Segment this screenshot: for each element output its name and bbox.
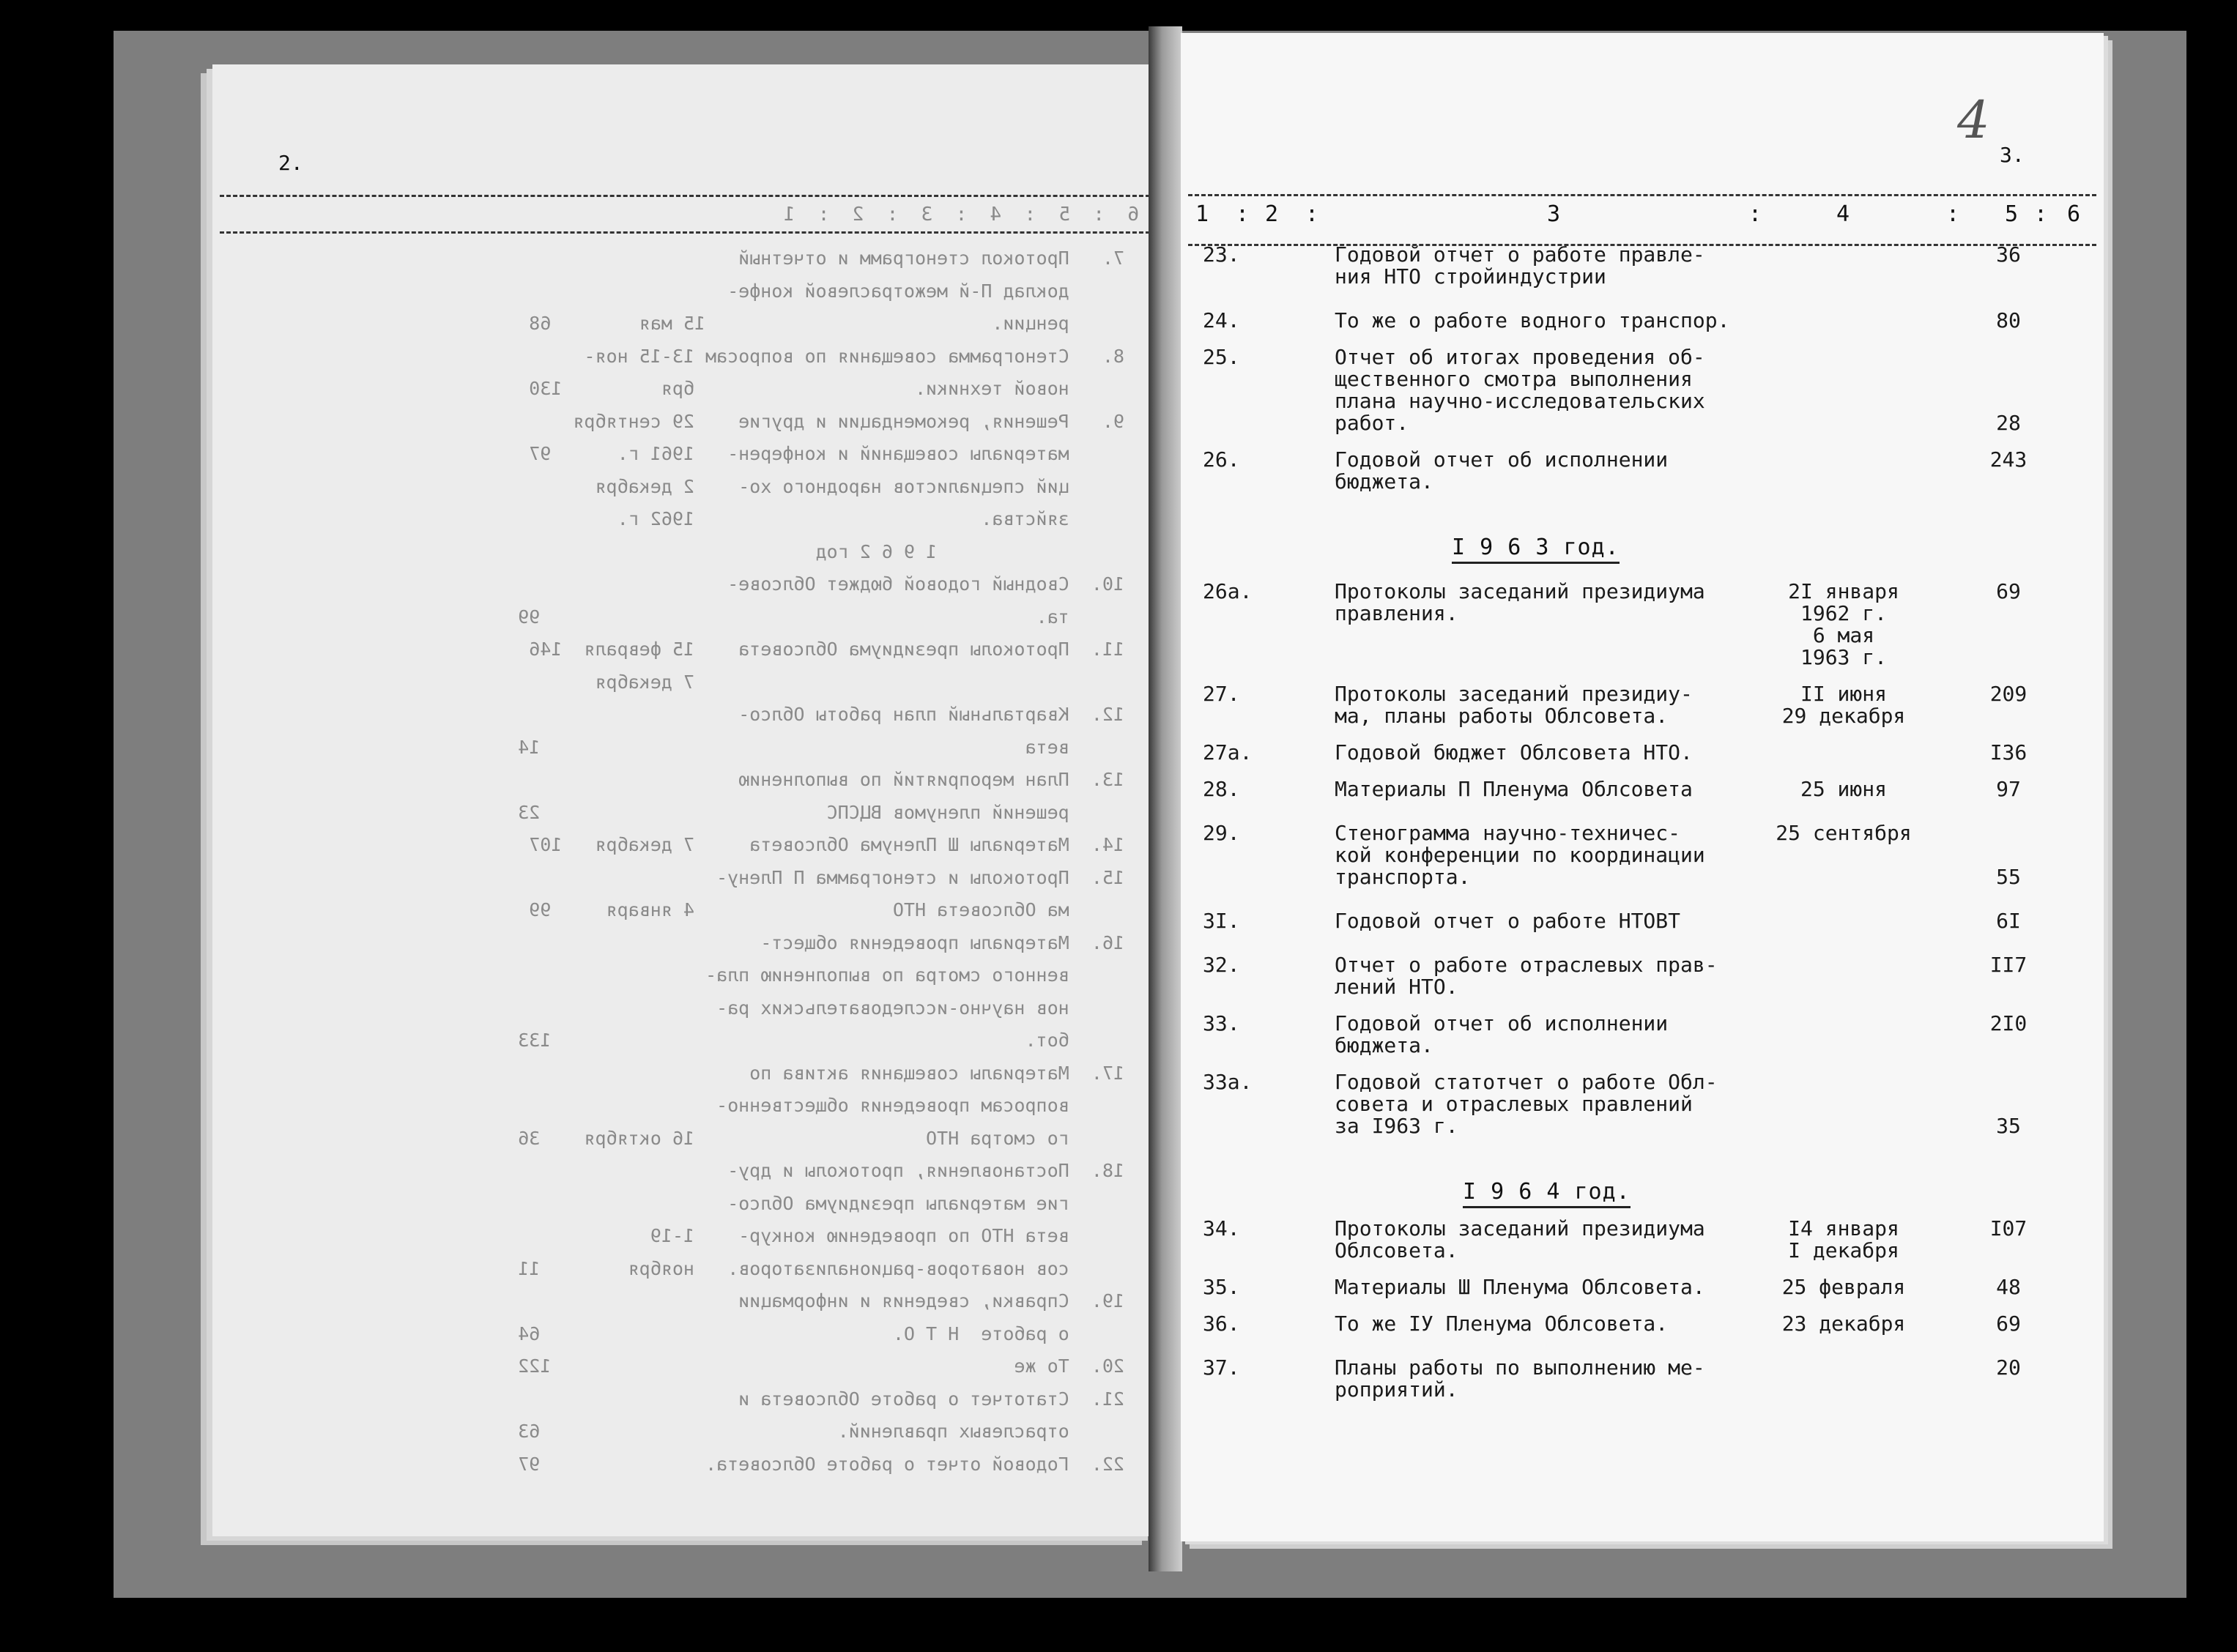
left-text-line: 18. Постановления, протоколы и дру-: [727, 1160, 1124, 1181]
entry-title: То же IУ Пленума Облсовета.: [1335, 1311, 1669, 1336]
left-text-line: 8. Стенограмма совещания по вопросам 13-15 ноя-: [584, 345, 1124, 367]
left-text-line: новой техники. бря 130: [529, 378, 1124, 399]
left-text-line: нов научно-исследовательских ра-: [716, 997, 1124, 1019]
entry-title: Отчет о работе отраслевых прав- лений НТО.: [1335, 953, 1718, 999]
left-text-line: 7. Протокол стенограмм и отчетный: [738, 248, 1124, 269]
left-text-line: 13. План мероприятий по выполнению: [738, 769, 1124, 790]
entry-sheet-count: 6I: [1996, 909, 2021, 933]
entry-number: 24.: [1203, 308, 1240, 332]
entry-number: 37.: [1203, 1355, 1240, 1380]
entry-sheet-count: 97: [1996, 777, 2021, 801]
right-header-rule-top: [1188, 194, 2096, 196]
left-text-line: 1 9 6 2 год: [815, 540, 1124, 562]
left-column-header: 6 : 5 : 4 : 3 : 2 : 1: [783, 204, 1139, 226]
left-text-line: гие материалы президиума Облсо-: [727, 1192, 1124, 1214]
entry-date: 23 декабря: [1781, 1311, 1906, 1336]
entry-sheet-count: 36: [1996, 242, 2021, 267]
entry-title: Годовой отчет о работе НТОВТ: [1335, 909, 1681, 933]
entry-number: 27а.: [1203, 740, 1253, 764]
left-text-line: 11. Протоколы президиума Облсовета 15 февраля 146: [529, 639, 1124, 660]
entry-title: Годовой отчет об исполнении бюджета.: [1335, 447, 1669, 494]
left-page-mirrored-text: [212, 64, 1154, 1536]
left-text-line: 16. Материалы проведения общест-: [760, 931, 1124, 953]
left-text-line: вета НТО по проведению конкур- 1-19: [650, 1225, 1124, 1246]
entry-number: 26.: [1203, 447, 1240, 472]
entry-title: Протоколы заседаний президиу- ма, планы работы Облсовета.: [1335, 682, 1693, 728]
entry-title: Протоколы заседаний президиума Облсовета.: [1335, 1216, 1705, 1262]
entry-sheet-count: 35: [1996, 1114, 2021, 1138]
entry-sheet-count: 28: [1996, 411, 2021, 435]
left-text-line: вета 14: [518, 736, 1124, 758]
entry-title: Годовой отчет об исполнении бюджета.: [1335, 1011, 1669, 1057]
entry-sheet-count: 80: [1996, 308, 2021, 332]
year-heading-1963: I 9 6 3 год.: [1452, 535, 1620, 564]
left-text-line: вопросам проведения общественно-: [716, 1095, 1124, 1116]
left-text-line: 19. Справки, сведения и информации: [738, 1290, 1124, 1311]
left-text-line: 20. То же 122: [518, 1355, 1124, 1377]
entry-number: 33.: [1203, 1011, 1240, 1035]
col-header-2: 2: [1265, 201, 1279, 227]
col-header-3: 3: [1547, 201, 1561, 227]
entry-title: Годовой бюджет Облсовета НТО.: [1335, 740, 1693, 764]
entry-number: 34.: [1203, 1216, 1240, 1240]
entry-sheet-count: 2I0: [1989, 1011, 2028, 1035]
entry-date: II июня 29 декабря: [1781, 682, 1906, 728]
entry-sheet-count: 209: [1989, 682, 2028, 706]
entry-title: Годовой отчет о работе правле- ния НТО стройиндустрии: [1335, 242, 1705, 289]
left-text-line: го смотра НТО 16 октября 36: [518, 1127, 1124, 1149]
left-text-line: венного смотра по выполнению пла-: [705, 964, 1124, 986]
left-page: [212, 64, 1154, 1536]
entry-sheet-count: 55: [1996, 865, 2021, 889]
entry-number: 35.: [1203, 1275, 1240, 1299]
left-text-line: доклад П-й межотраслевой конфе-: [727, 280, 1124, 302]
col-header-6: 6: [2067, 201, 2081, 227]
entry-title: Материалы Ш Пленума Облсовета.: [1335, 1275, 1705, 1299]
entry-title: Материалы П Пленума Облсовета: [1335, 777, 1693, 801]
entry-sheet-count: 69: [1996, 579, 2021, 603]
entry-number: 3I.: [1203, 909, 1240, 933]
year-heading-1964: I 9 6 4 год.: [1463, 1179, 1631, 1208]
left-text-line: ма Облсовета НТО 4 января 99: [529, 899, 1124, 920]
left-text-line: ций специалистов народного хо- 2 декабря: [595, 475, 1124, 497]
left-text-line: решений пленумов ВЦСПС 23: [518, 801, 1124, 823]
col-header-5: 5: [2005, 201, 2019, 227]
left-text-line: та. 99: [518, 606, 1124, 628]
book-gutter: [1149, 26, 1182, 1571]
entry-sheet-count: II7: [1989, 953, 2028, 977]
left-text-line: 9. Решения, рекомендации и другие 29 сентября: [573, 410, 1124, 432]
left-text-line: 15. Протоколы и стенограмма П Плену-: [716, 866, 1124, 888]
entry-sheet-count: 69: [1996, 1311, 2021, 1336]
col-header-1: 1: [1195, 201, 1209, 227]
left-text-line: ренции. 15 мая 68: [529, 313, 1124, 334]
right-page-number: 3.: [2000, 143, 2025, 167]
col-header-4: 4: [1836, 201, 1850, 227]
entry-title: Протоколы заседаний президиума правления.: [1335, 579, 1705, 625]
right-page: 4 3. 1 : 2 : 3 : 4 : 5 : 6 I 9 6 3 год. I 9 6 4 год. 23. Годовой отчет о работе правле- ния НТО стройиндустрии 36 24. То же о работе водного транспор. 80 25. Отчет об итогах проведения об- щественного смотра выполнения плана научно-исследовательских работ. 28 26. Годовой отчет об исполнении бюджета. 243 26а. Протоколы заседаний президиума правления. 2I января 1962 г. 6 мая 1963 г. 69 27. Протоколы заседаний президиу- ма, планы работы Облсовета. II июня 29 декабря 209 27а. Годовой бюджет Облсовета НТО. I36 28. Материалы П Пленума Облсовета 25 июня 97 29. Стенограмма научно-техничес- кой конференции по координации транспорта. 25 сентября 55 3I. Годовой отчет о работе НТОВТ 6I 32. Отчет о работе отраслевых прав- лений НТО. II7 33. Годовой отчет об исполнении бюджета. 2I0 33а. Годовой статотчет о работе Обл- совета и отраслевых правлений за I963 г. 35 34. Протоколы заседаний президиума Облсовета. I4 января I декабря I07 35. Материалы Ш Пленума Облсовета. 25 февраля 48 36. То же IУ Пленума Облсовета. 23 декабря 69 37. Планы работы по выполнению ме- роприятий. 20: [1181, 33, 2104, 1541]
left-text-line: материалы совещаний и конферен- 1961 г. 97: [529, 443, 1124, 464]
entry-date: 25 июня: [1800, 777, 1887, 801]
entry-title: Планы работы по выполнению ме- роприятий.: [1335, 1355, 1705, 1402]
entry-date: 2I января 1962 г. 6 мая 1963 г.: [1788, 579, 1899, 669]
entry-sheet-count: 243: [1989, 447, 2028, 472]
entry-number: 28.: [1203, 777, 1240, 801]
entry-number: 27.: [1203, 682, 1240, 706]
entry-sheet-count: 20: [1996, 1355, 2021, 1380]
left-text-line: бот. 133: [518, 1030, 1124, 1051]
entry-number: 25.: [1203, 345, 1240, 369]
entry-date: I4 января I декабря: [1788, 1216, 1899, 1262]
entry-date: 25 февраля: [1781, 1275, 1906, 1299]
left-text-line: 17. Материалы совещания актива по: [749, 1062, 1124, 1084]
entry-number: 29.: [1203, 821, 1240, 845]
entry-title: Годовой статотчет о работе Обл- совета и отраслевых правлений за I963 г.: [1335, 1070, 1718, 1138]
left-text-line: зяйства. 1962 г.: [617, 508, 1124, 529]
left-text-line: 12. Квартальный план работы Облсо-: [738, 704, 1124, 725]
entry-number: 32.: [1203, 953, 1240, 977]
left-text-line: сов новаторов-рационализаторов. ноября 11: [518, 1257, 1124, 1279]
entry-number: 33а.: [1203, 1070, 1253, 1094]
left-text-line: отраслевых правлений. 63: [518, 1421, 1124, 1442]
entry-number: 36.: [1203, 1311, 1240, 1336]
left-text-line: 22. Годовой отчет о работе Облсовета. 97: [518, 1453, 1124, 1475]
entry-title: То же о работе водного транспор.: [1335, 308, 1730, 332]
entry-sheet-count: I07: [1989, 1216, 2028, 1240]
entry-title: Отчет об итогах проведения об- щественного смотра выполнения плана научно-исследовательских работ.: [1335, 345, 1705, 435]
entry-sheet-count: 48: [1996, 1275, 2021, 1299]
handwritten-folio-number: 4: [1957, 90, 1990, 150]
left-text-line: о работе Н Т О. 64: [518, 1322, 1124, 1344]
left-text-line: 10. Сводный годовой бюджет Облсове-: [727, 573, 1124, 595]
left-text-line: 21. Статотчет о работе Облсовета и: [738, 1388, 1124, 1410]
entry-sheet-count: I36: [1989, 740, 2028, 764]
entry-date: 25 сентября: [1776, 821, 1912, 845]
entry-number: 26а.: [1203, 579, 1253, 603]
entry-number: 23.: [1203, 242, 1240, 267]
left-text-line: 14. Материалы Ш Пленума Облсовета 7 декабря 107: [529, 834, 1124, 855]
left-text-line: 7 декабря: [595, 671, 1124, 693]
entry-title: Стенограмма научно-техничес- кой конференции по координации транспорта.: [1335, 821, 1705, 889]
left-page-number: 2.: [278, 151, 303, 175]
